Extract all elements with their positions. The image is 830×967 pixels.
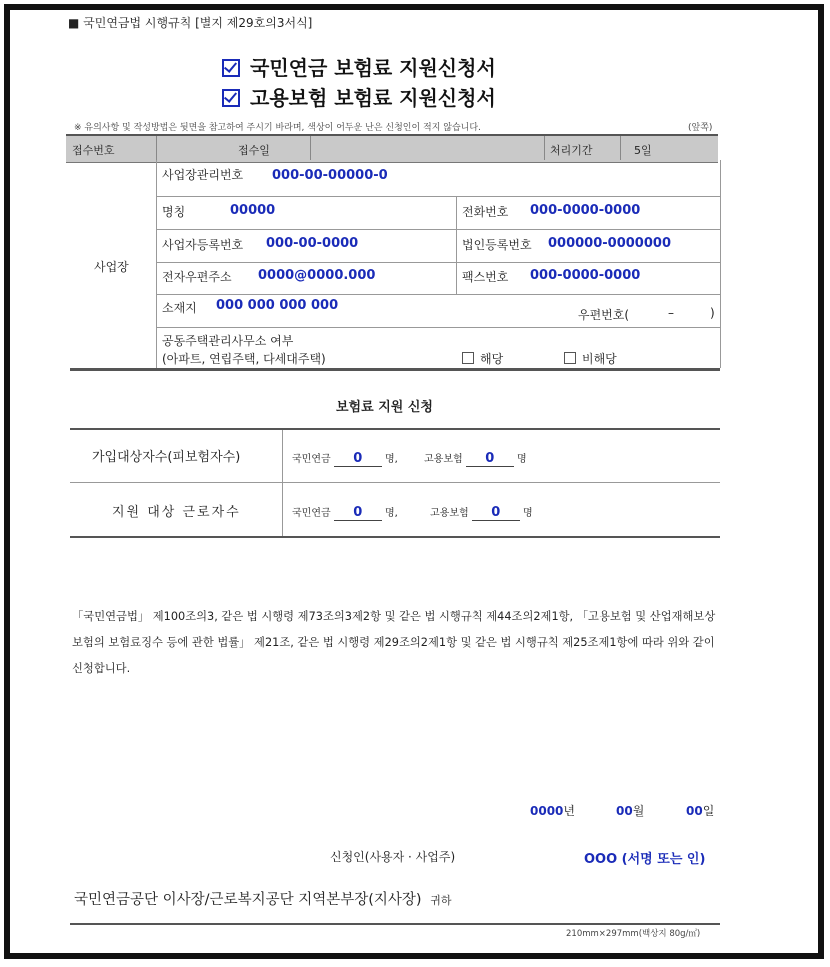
divider xyxy=(156,136,157,160)
divider xyxy=(156,229,720,230)
housing-sublabel: (아파트, 연립주택, 다세대주택) xyxy=(162,352,326,366)
applicant-label: 신청인(사용자 · 사업주) xyxy=(330,850,456,864)
housing-no-option[interactable]: 비해당 xyxy=(564,350,617,367)
name-field[interactable]: 00000 xyxy=(230,203,276,218)
divider xyxy=(156,294,720,295)
form-header-note: ■ 국민연금법 시행규칙 [별지 제29호의3서식] xyxy=(68,16,313,30)
footer-rule xyxy=(70,923,720,925)
checkbox-icon[interactable] xyxy=(564,352,576,364)
processing-period-label: 처리기간 xyxy=(550,144,593,157)
date-month[interactable]: 00월 xyxy=(616,804,645,818)
title-pension[interactable]: 국민연금 보험료 지원신청서 xyxy=(222,52,496,81)
name-label: 명칭 xyxy=(162,205,186,219)
row2-employment: 고용보험 0 명 xyxy=(430,505,533,520)
fax-field[interactable]: 000-0000-0000 xyxy=(530,268,641,283)
workplace-section-label: 사업장 xyxy=(94,260,129,274)
divider xyxy=(620,136,621,160)
mgmt-number-label: 사업장관리번호 xyxy=(162,168,244,182)
postal-code-label: 우편번호( xyxy=(578,308,630,322)
row1-pension-count[interactable]: 0 xyxy=(334,451,382,467)
processing-period-value: 5일 xyxy=(634,144,652,157)
divider xyxy=(156,196,720,197)
divider xyxy=(156,262,720,263)
title-employment[interactable]: 고용보험 보험료 지원신청서 xyxy=(222,82,496,111)
mgmt-number-field[interactable]: 000-00-00000-0 xyxy=(272,168,388,183)
row1-employment-count[interactable]: 0 xyxy=(466,451,514,467)
supported-worker-count-label: 지원 대상 근로자수 xyxy=(112,505,241,520)
address-field[interactable]: 000 000 000 000 xyxy=(216,298,339,313)
enrollee-count-label: 가입대상자수(피보험자수) xyxy=(92,450,241,465)
corp-reg-label: 법인등록번호 xyxy=(462,238,532,252)
biz-reg-label: 사업자등록번호 xyxy=(162,238,244,252)
divider xyxy=(70,482,720,483)
housing-yes-option[interactable]: 해당 xyxy=(462,350,503,367)
receipt-date-label: 접수일 xyxy=(238,144,270,157)
email-label: 전자우편주소 xyxy=(162,270,232,284)
checked-checkbox-icon[interactable] xyxy=(222,89,240,107)
support-section-title: 보험료 지원 신청 xyxy=(336,400,433,415)
notice-text: ※ 유의사항 및 작성방법은 뒷면을 참고하여 주시기 바라며, 색상이 어두운 난은 신청인이 적지 않습니다. xyxy=(74,123,481,133)
section-rule xyxy=(70,536,720,538)
row2-employment-count[interactable]: 0 xyxy=(472,505,520,521)
paper-spec: 210mm×297mm(백상지 80g/㎡) xyxy=(566,929,701,939)
biz-reg-field[interactable]: 000-00-0000 xyxy=(266,236,359,251)
page-side-label: (앞쪽) xyxy=(688,123,713,133)
housing-label: 공동주택관리사무소 여부 xyxy=(162,334,294,348)
corp-reg-field[interactable]: 000000-0000000 xyxy=(548,236,671,251)
applicant-signature-field[interactable]: OOO (서명 또는 인) xyxy=(584,852,706,867)
row1-pension: 국민연금 0 명, xyxy=(292,451,398,466)
divider xyxy=(156,327,720,328)
checked-checkbox-icon[interactable] xyxy=(222,59,240,77)
postal-code-dash[interactable]: – xyxy=(668,306,674,320)
address-label: 소재지 xyxy=(162,301,197,315)
section-rule xyxy=(70,428,720,430)
statement-paragraph: 「국민연금법」 제100조의3, 같은 법 시행령 제73조의3제2항 및 같은 법 시행규칙 제44조의2제1항, 「고용보험 및 산업재해보상보험의 보험료징수 등에 관한 법률」 제21조, 같은 법 시행령 제29조의2제1항 및 같은 법 시행규칙 제25조제1항에 따라 위와 같이 신청합니다. xyxy=(72,610,716,675)
postal-code-close: ) xyxy=(710,306,715,320)
divider xyxy=(282,430,283,536)
phone-label: 전화번호 xyxy=(462,205,509,219)
recipient: 국민연금공단 이사장/근로복지공단 지역본부장(지사장) 귀하 xyxy=(74,892,452,908)
date-day[interactable]: 00일 xyxy=(686,804,715,818)
divider xyxy=(310,136,311,160)
row1-employment: 고용보험 0 명 xyxy=(424,451,527,466)
row2-pension-count[interactable]: 0 xyxy=(334,505,382,521)
email-field[interactable]: 0000@0000.000 xyxy=(258,268,376,283)
row2-pension: 국민연금 0 명, xyxy=(292,505,398,520)
divider xyxy=(720,160,721,368)
divider xyxy=(456,196,457,294)
phone-field[interactable]: 000-0000-0000 xyxy=(530,203,641,218)
checkbox-icon[interactable] xyxy=(462,352,474,364)
fax-label: 팩스번호 xyxy=(462,270,509,284)
receipt-number-label: 접수번호 xyxy=(72,144,115,157)
divider xyxy=(156,160,157,368)
divider xyxy=(544,136,545,160)
date-year[interactable]: 0000년 xyxy=(530,804,575,818)
section-rule xyxy=(70,368,720,371)
